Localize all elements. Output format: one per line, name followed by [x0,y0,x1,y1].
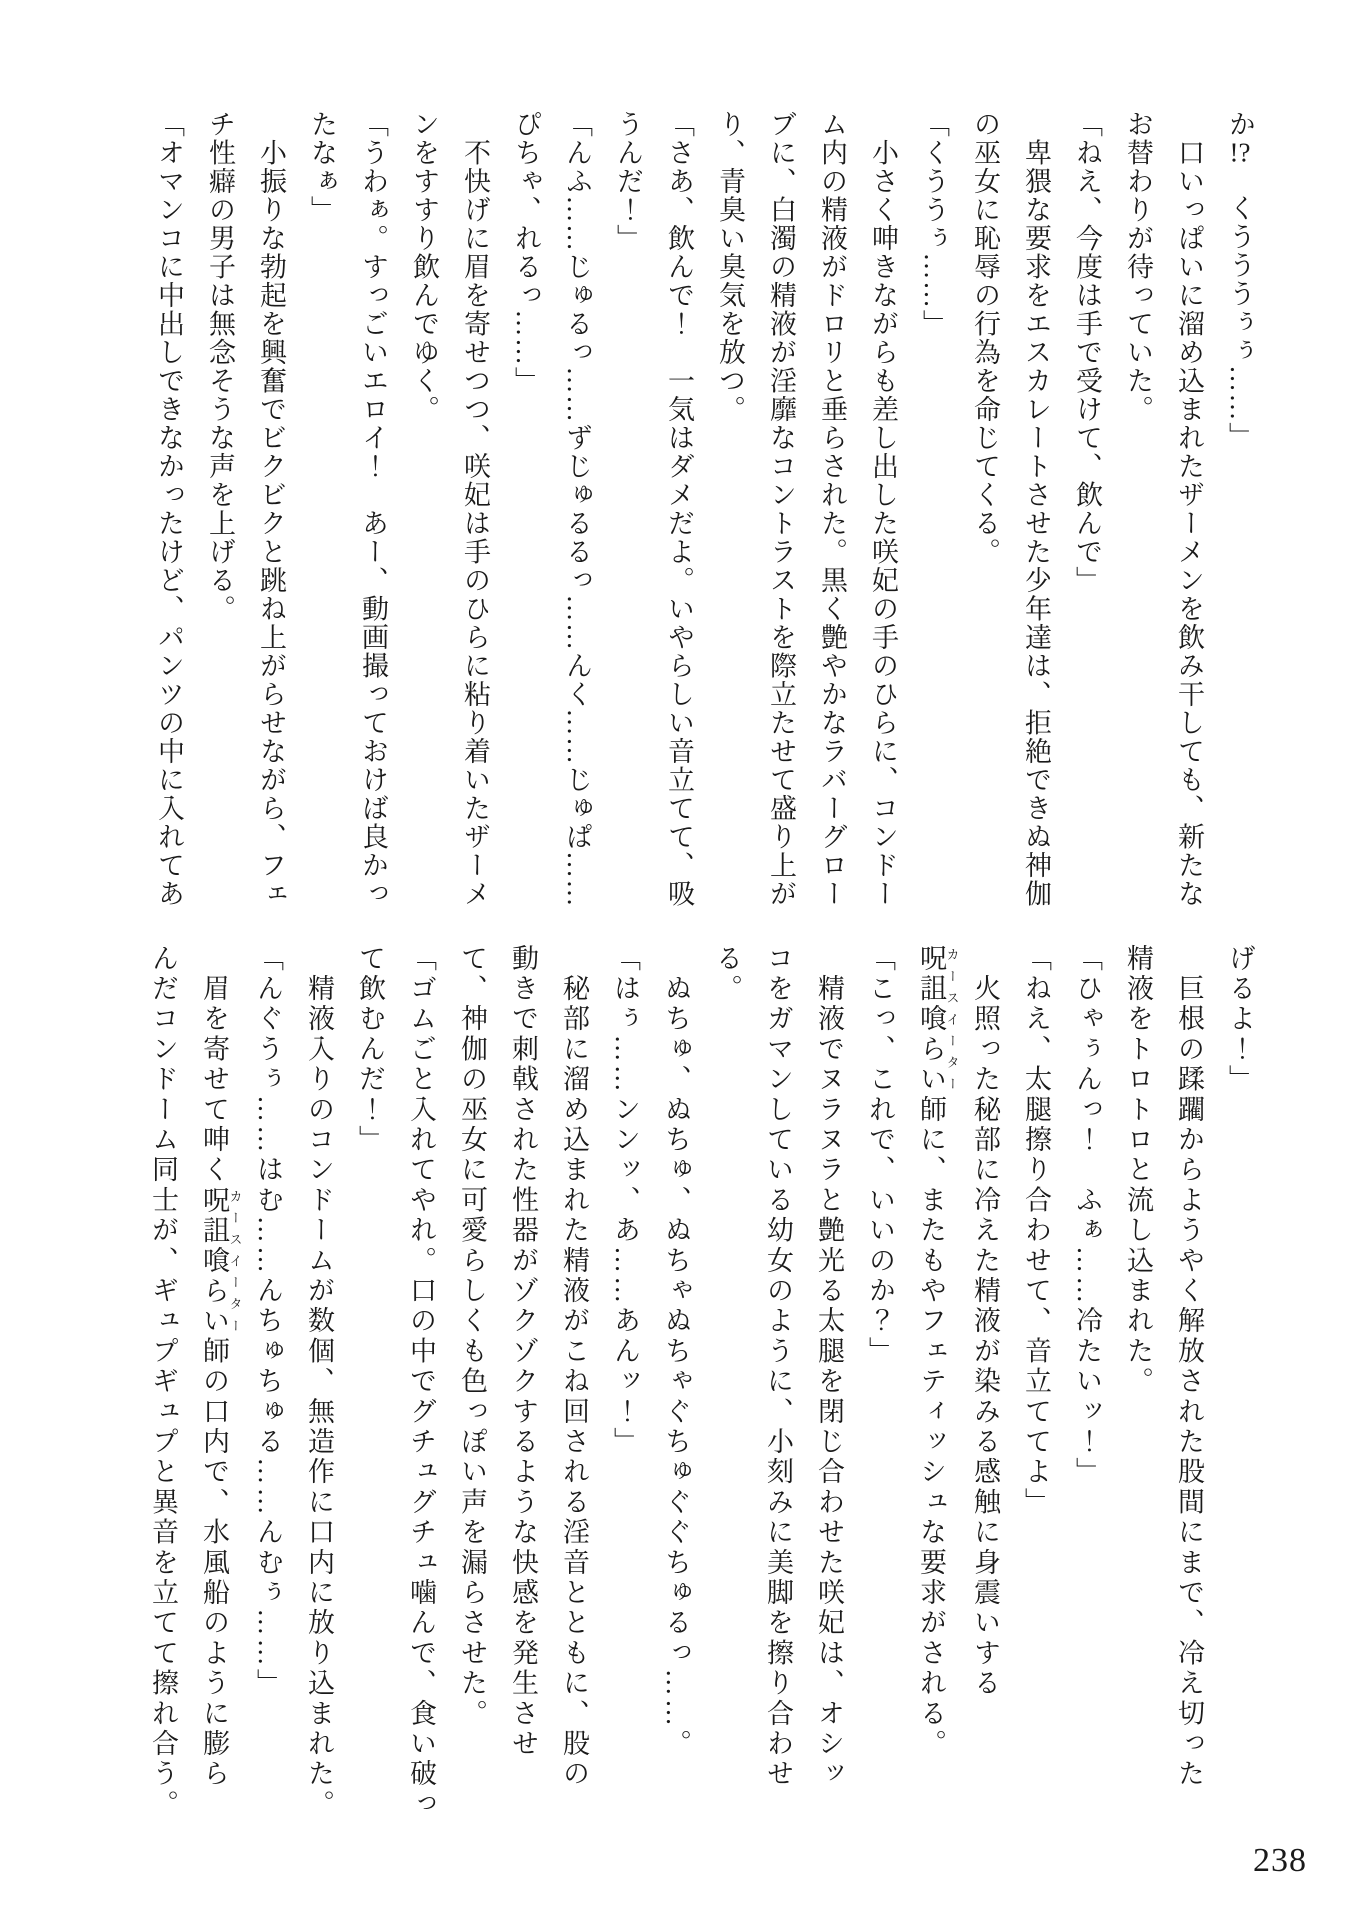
text-column: 小さく呻きながらも差し出した咲妃の手のひらに、コンドー [868,110,898,908]
text-column: 「ゴムごと入れてやれ。口の中でグチュグチュ噛んで、食い破っ [406,944,436,1820]
text-band-top [143,110,1265,955]
text-column: 「くううぅ……」 [919,110,949,338]
ruby-text: カースイーター [227,1185,243,1337]
text-column: 「さあ、飲んで！ 一気はダメだよ。いやらしい音立てて、吸 [664,110,694,908]
ruby-annotated-text: 呪詛喰らいカースイーター [916,944,960,1095]
text-column: チ性癖の男子は無念そうな声を上げる。 [205,110,235,623]
text-column: ンをすすり飲んでゆく。 [409,110,439,424]
text-column: たなぁ」 [307,110,337,224]
text-column: 「んふ……じゅるっ……ずじゅるるっ……んく……じゅぱ…… [562,110,592,908]
text-column: 巨根の蹂躙からようやく解放された股間にまで、冷え切った [1174,944,1204,1790]
text-column: 「うわぁ。すっごいエロイ！ あー、動画撮っておけば良かっ [358,110,388,908]
text-column: んだコンドーム同士が、ギュプギュプと異音を立てて擦れ合う。 [148,944,178,1820]
text-column: 「ねえ、太腿擦り合わせて、音立ててよ」 [1021,944,1051,1518]
text-column: の巫女に恥辱の行為を命じてくる。 [970,110,1000,566]
text-column: り、青臭い臭気を放つ。 [715,110,745,424]
text-column: 呪詛喰らいカースイーター師に、またもやフェティッシュな要求がされる。 [916,944,960,1760]
text-column: 「こっ、これで、いいのか？」 [865,944,895,1367]
text-column: ブに、白濁の精液が淫靡なコントラストを際立たせて盛り上が [766,110,796,908]
text-column: 「ひゃぅんっ！ ふぁ……冷たいッ！」 [1072,944,1102,1488]
text-column: か!? くうううぅぅ……」 [1225,110,1255,451]
text-column: うんだ！」 [613,110,643,253]
text-column: 秘部に溜め込まれた精液がこね回される淫音とともに、股の [559,944,589,1790]
text-column: 動きで刺戟された性器がゾクゾクするような快感を発生させ [508,944,538,1760]
text-column: ぴちゃ、れるっ……」 [511,110,541,395]
text-column: 火照った秘部に冷えた精液が染みる感触に身震いする [970,944,1000,1699]
text-column: 精液入りのコンドームが数個、無造作に口内に放り込まれた。 [304,944,334,1820]
text-column: 精液をトロトロと流し込まれた。 [1123,944,1153,1397]
text-column: て飲むんだ！」 [355,944,385,1156]
text-column: て、神伽の巫女に可愛らしくも色っぽい声を漏らさせた。 [457,944,487,1730]
text-column: ぬちゅ、ぬちゅ、ぬちゃぬちゃぐちゅぐぐちゅるっ……。 [661,944,691,1760]
page-number: 238 [1253,1842,1307,1879]
text-column: 眉を寄せて呻く呪詛喰らいカースイーター師の口内で、水風船のように膨ら [199,944,243,1790]
ruby-text: カースイーター [944,944,960,1095]
text-column: 口いっぱいに溜め込まれたザーメンを飲み干しても、新たな [1174,110,1204,908]
text-column: 不快げに眉を寄せつつ、咲妃は手のひらに粘り着いたザーメ [460,110,490,908]
text-column: げるよ！」 [1225,944,1255,1095]
text-column: 卑猥な要求をエスカレートさせた少年達は、拒絶できぬ神伽 [1021,110,1051,908]
text-column: 「んぐうぅ……はむ……んちゅちゅる……んむぅ……」 [253,944,283,1699]
tate-chu-yoko-text: !? [1229,138,1251,166]
text-column: 精液でヌラヌラと艶光る太腿を閉じ合わせた咲妃は、オシッ [814,944,844,1790]
text-column: 「ねえ、今度は手で受けて、飲んで」 [1072,110,1102,595]
text-column: 小振りな勃起を興奮でビクビクと跳ね上がらせながら、フェ [256,110,286,908]
text-column: 「オマンコに中出しできなかったけど、パンツの中に入れてあ [154,110,184,908]
text-column: お替わりが待っていた。 [1123,110,1153,424]
text-column: コをガマンしている幼女のように、小刻みに美脚を擦り合わせ [763,944,793,1790]
text-band-bottom [137,944,1265,1879]
text-column: 「はぅ……ンンッ、あ……あんッ！」 [610,944,640,1458]
text-column: る。 [712,944,742,1005]
ruby-annotated-text: 呪詛喰らいカースイーター [199,1185,243,1337]
text-column: ム内の精液がドロリと垂らされた。黒く艶やかなラバーグロー [817,110,847,908]
